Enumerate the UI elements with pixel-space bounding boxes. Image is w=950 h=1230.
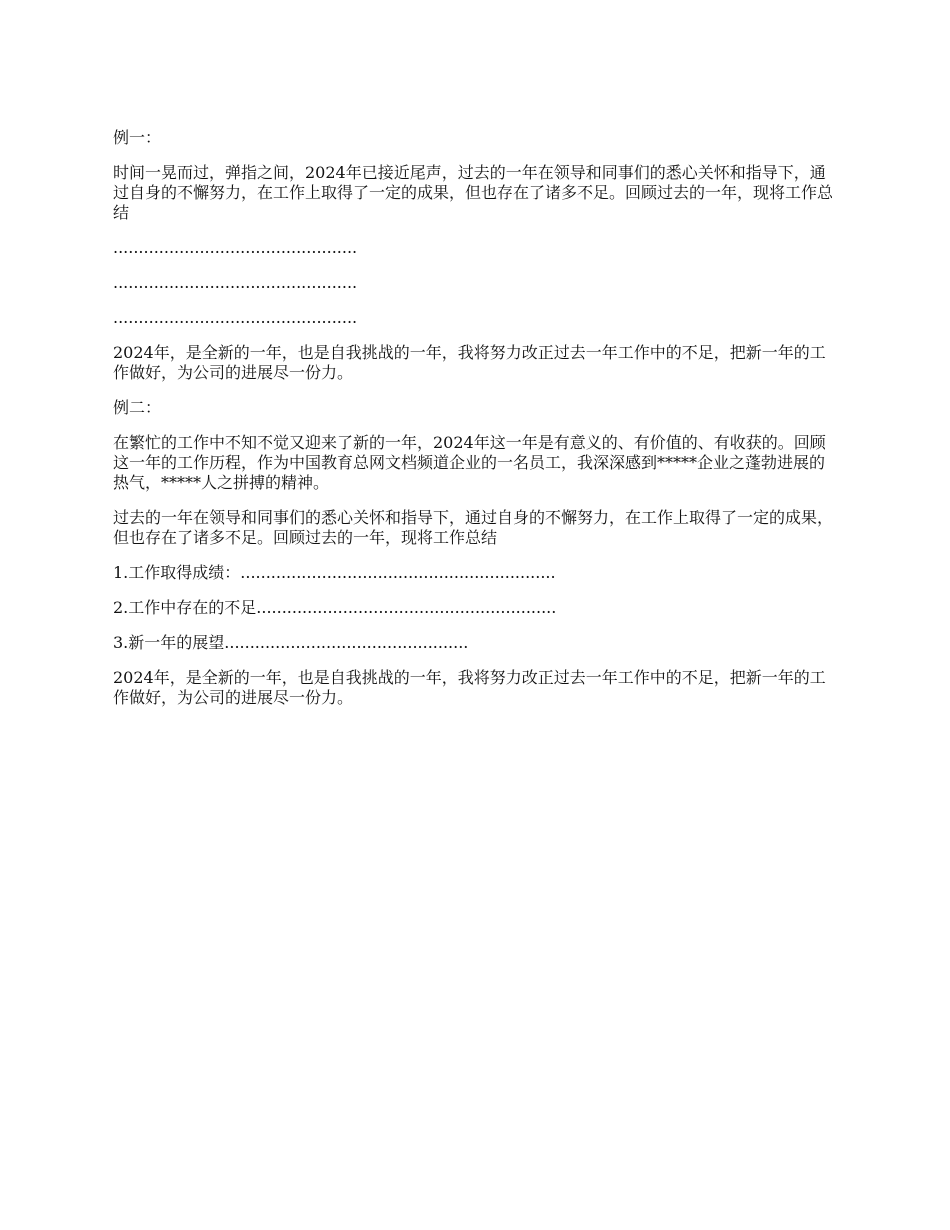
list-item-achievements: 1.工作取得成绩：.............................................................. bbox=[113, 563, 556, 582]
example1-closing-paragraph: 2024年，是全新的一年，也是自我挑战的一年，我将努力改正过去一年工作中的不足，把新一年的工作做好，为公司的进展尽一份力。 bbox=[113, 343, 826, 382]
dotted-line-3: ................................................ bbox=[113, 308, 358, 327]
dotted-line-2: ................................................ bbox=[113, 273, 358, 292]
list-item-shortcomings: 2.工作中存在的不足........................................................... bbox=[113, 598, 557, 617]
example2-heading: 例二： bbox=[113, 398, 162, 417]
example1-intro-paragraph: 时间一晃而过，弹指之间，2024年已接近尾声，过去的一年在领导和同事们的悉心关怀和指导下，通过自身的不懈努力，在工作上取得了一定的成果，但也存在了诸多不足。回顾过去的一年，现将工作总结 bbox=[113, 163, 834, 222]
example2-intro-paragraph: 在繁忙的工作中不知不觉又迎来了新的一年，2024年这一年是有意义的、有价值的、有收获的。回顾这一年的工作历程，作为中国教育总网文档频道企业的一名员工，我深深感到*****企业之蓬勃进展的热气，*****人之拼搏的精神。 bbox=[113, 433, 826, 492]
example1-heading: 例一： bbox=[113, 128, 162, 147]
example2-closing-paragraph: 2024年，是全新的一年，也是自我挑战的一年，我将努力改正过去一年工作中的不足，把新一年的工作做好，为公司的进展尽一份力。 bbox=[113, 668, 826, 707]
list-item-outlook: 3.新一年的展望................................................ bbox=[113, 633, 469, 652]
document-page bbox=[113, 128, 840, 723]
dotted-line-1: ................................................ bbox=[113, 238, 358, 257]
example2-summary-paragraph: 过去的一年在领导和同事们的悉心关怀和指导下，通过自身的不懈努力，在工作上取得了一定的成果，但也存在了诸多不足。回顾过去的一年，现将工作总结 bbox=[113, 508, 834, 547]
